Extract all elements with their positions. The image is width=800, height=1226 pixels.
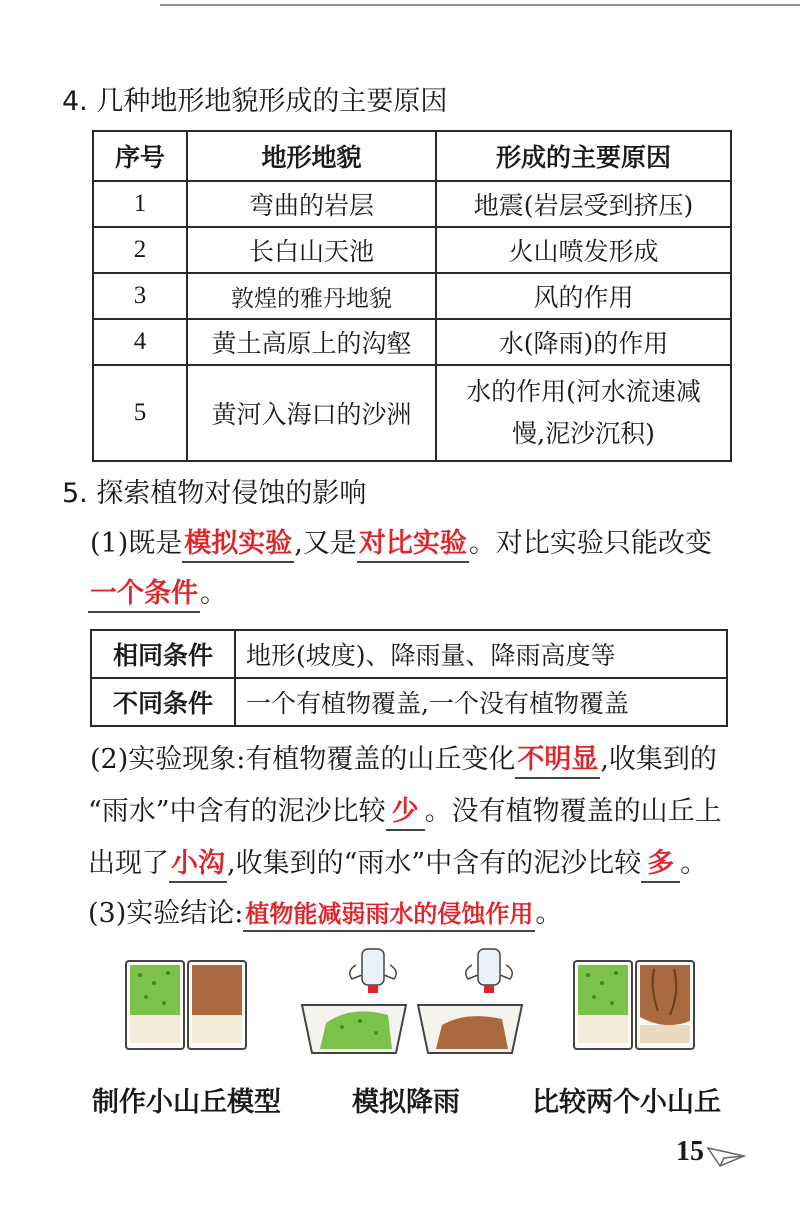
row-cause-line: 水的作用(河水流速减 [466,377,701,406]
answer-blank: 一个条件 [88,578,200,613]
landform-table [92,130,732,462]
col-header-number: 序号 [93,131,187,181]
condition-key: 不同条件 [91,678,235,726]
row-landform: 黄河入海口的沙洲 [187,365,436,461]
row-cause: 火山喷发形成 [436,227,731,273]
paragraph-2-line-1 [90,742,717,778]
conditions-table [90,629,728,727]
answer-blank: 对比实验 [357,528,469,563]
row-number: 4 [93,319,187,365]
answer-blank: 不明显 [515,744,600,779]
answer-blank: 少 [386,796,425,831]
rain-simulation-illustration [296,945,528,1060]
caption-compare: 比较两个小山丘 [532,1087,721,1118]
table-row [91,678,727,726]
section-4-title: 4. 几种地形地貌形成的主要原因 [62,86,448,117]
condition-value: 地形(坡度)、降雨量、降雨高度等 [235,630,727,678]
p2-text: 。 [680,848,708,879]
p1-end: 。 [200,578,227,609]
compare-hills-illustration [570,955,700,1055]
p3-text: (3)实验结论: [88,898,244,929]
row-cause-line: 慢,泥沙沉积) [512,419,655,448]
paragraph-1-cont [88,576,227,612]
top-rule [160,4,800,6]
condition-key: 相同条件 [91,630,235,678]
paragraph-2-line-3 [88,846,707,882]
row-cause: 地震(岩层受到挤压) [436,181,731,227]
p1-suffix: 。对比实验只能改变 [468,528,712,559]
row-cause: 风的作用 [436,273,731,319]
row-landform: 敦煌的雅丹地貌 [187,273,436,319]
row-cause [436,365,731,461]
row-number: 3 [93,273,187,319]
p2-text: ,收集到的“雨水”中含有的泥沙比较 [227,848,642,879]
row-landform: 弯曲的岩层 [187,181,436,227]
caption-simulate-rain: 模拟降雨 [352,1087,460,1118]
answer-blank: 模拟实验 [182,528,294,563]
p2-text: 。没有植物覆盖的山丘上 [424,796,722,827]
row-number: 5 [93,365,187,461]
table-row [93,319,731,365]
p2-text: ,收集到的 [600,744,717,775]
row-cause: 水(降雨)的作用 [436,319,731,365]
answer-blank: 植物能减弱雨水的侵蚀作用 [243,900,535,932]
table-row [93,227,731,273]
col-header-cause: 形成的主要原因 [436,131,731,181]
page-number: 15 [676,1136,704,1167]
paragraph-1 [90,526,712,562]
paper-plane-icon [706,1144,746,1170]
table-row [91,630,727,678]
p2-text: 出现了 [88,848,169,879]
table-row [93,365,731,461]
paragraph-2-line-2 [88,794,722,830]
row-number: 2 [93,227,187,273]
table-row [93,273,731,319]
answer-blank: 小沟 [169,848,227,883]
caption-make-model: 制作小山丘模型 [92,1087,281,1118]
condition-value: 一个有植物覆盖,一个没有植物覆盖 [235,678,727,726]
row-landform: 黄土高原上的沟壑 [187,319,436,365]
section-5-title: 5. 探索植物对侵蚀的影响 [62,478,367,509]
row-landform: 长白山天池 [187,227,436,273]
p2-text: (2)实验现象:有植物覆盖的山丘变化 [90,744,516,775]
p2-text: “雨水”中含有的泥沙比较 [88,796,386,827]
table-row [93,181,731,227]
p1-prefix: (1)既是 [90,528,183,559]
paragraph-3 [88,896,562,932]
p1-mid: ,又是 [294,528,357,559]
col-header-landform: 地形地貌 [187,131,436,181]
row-number: 1 [93,181,187,227]
p3-text: 。 [535,898,563,929]
table-header-row [93,131,731,181]
hill-model-illustration [122,955,252,1055]
answer-blank: 多 [641,848,680,883]
